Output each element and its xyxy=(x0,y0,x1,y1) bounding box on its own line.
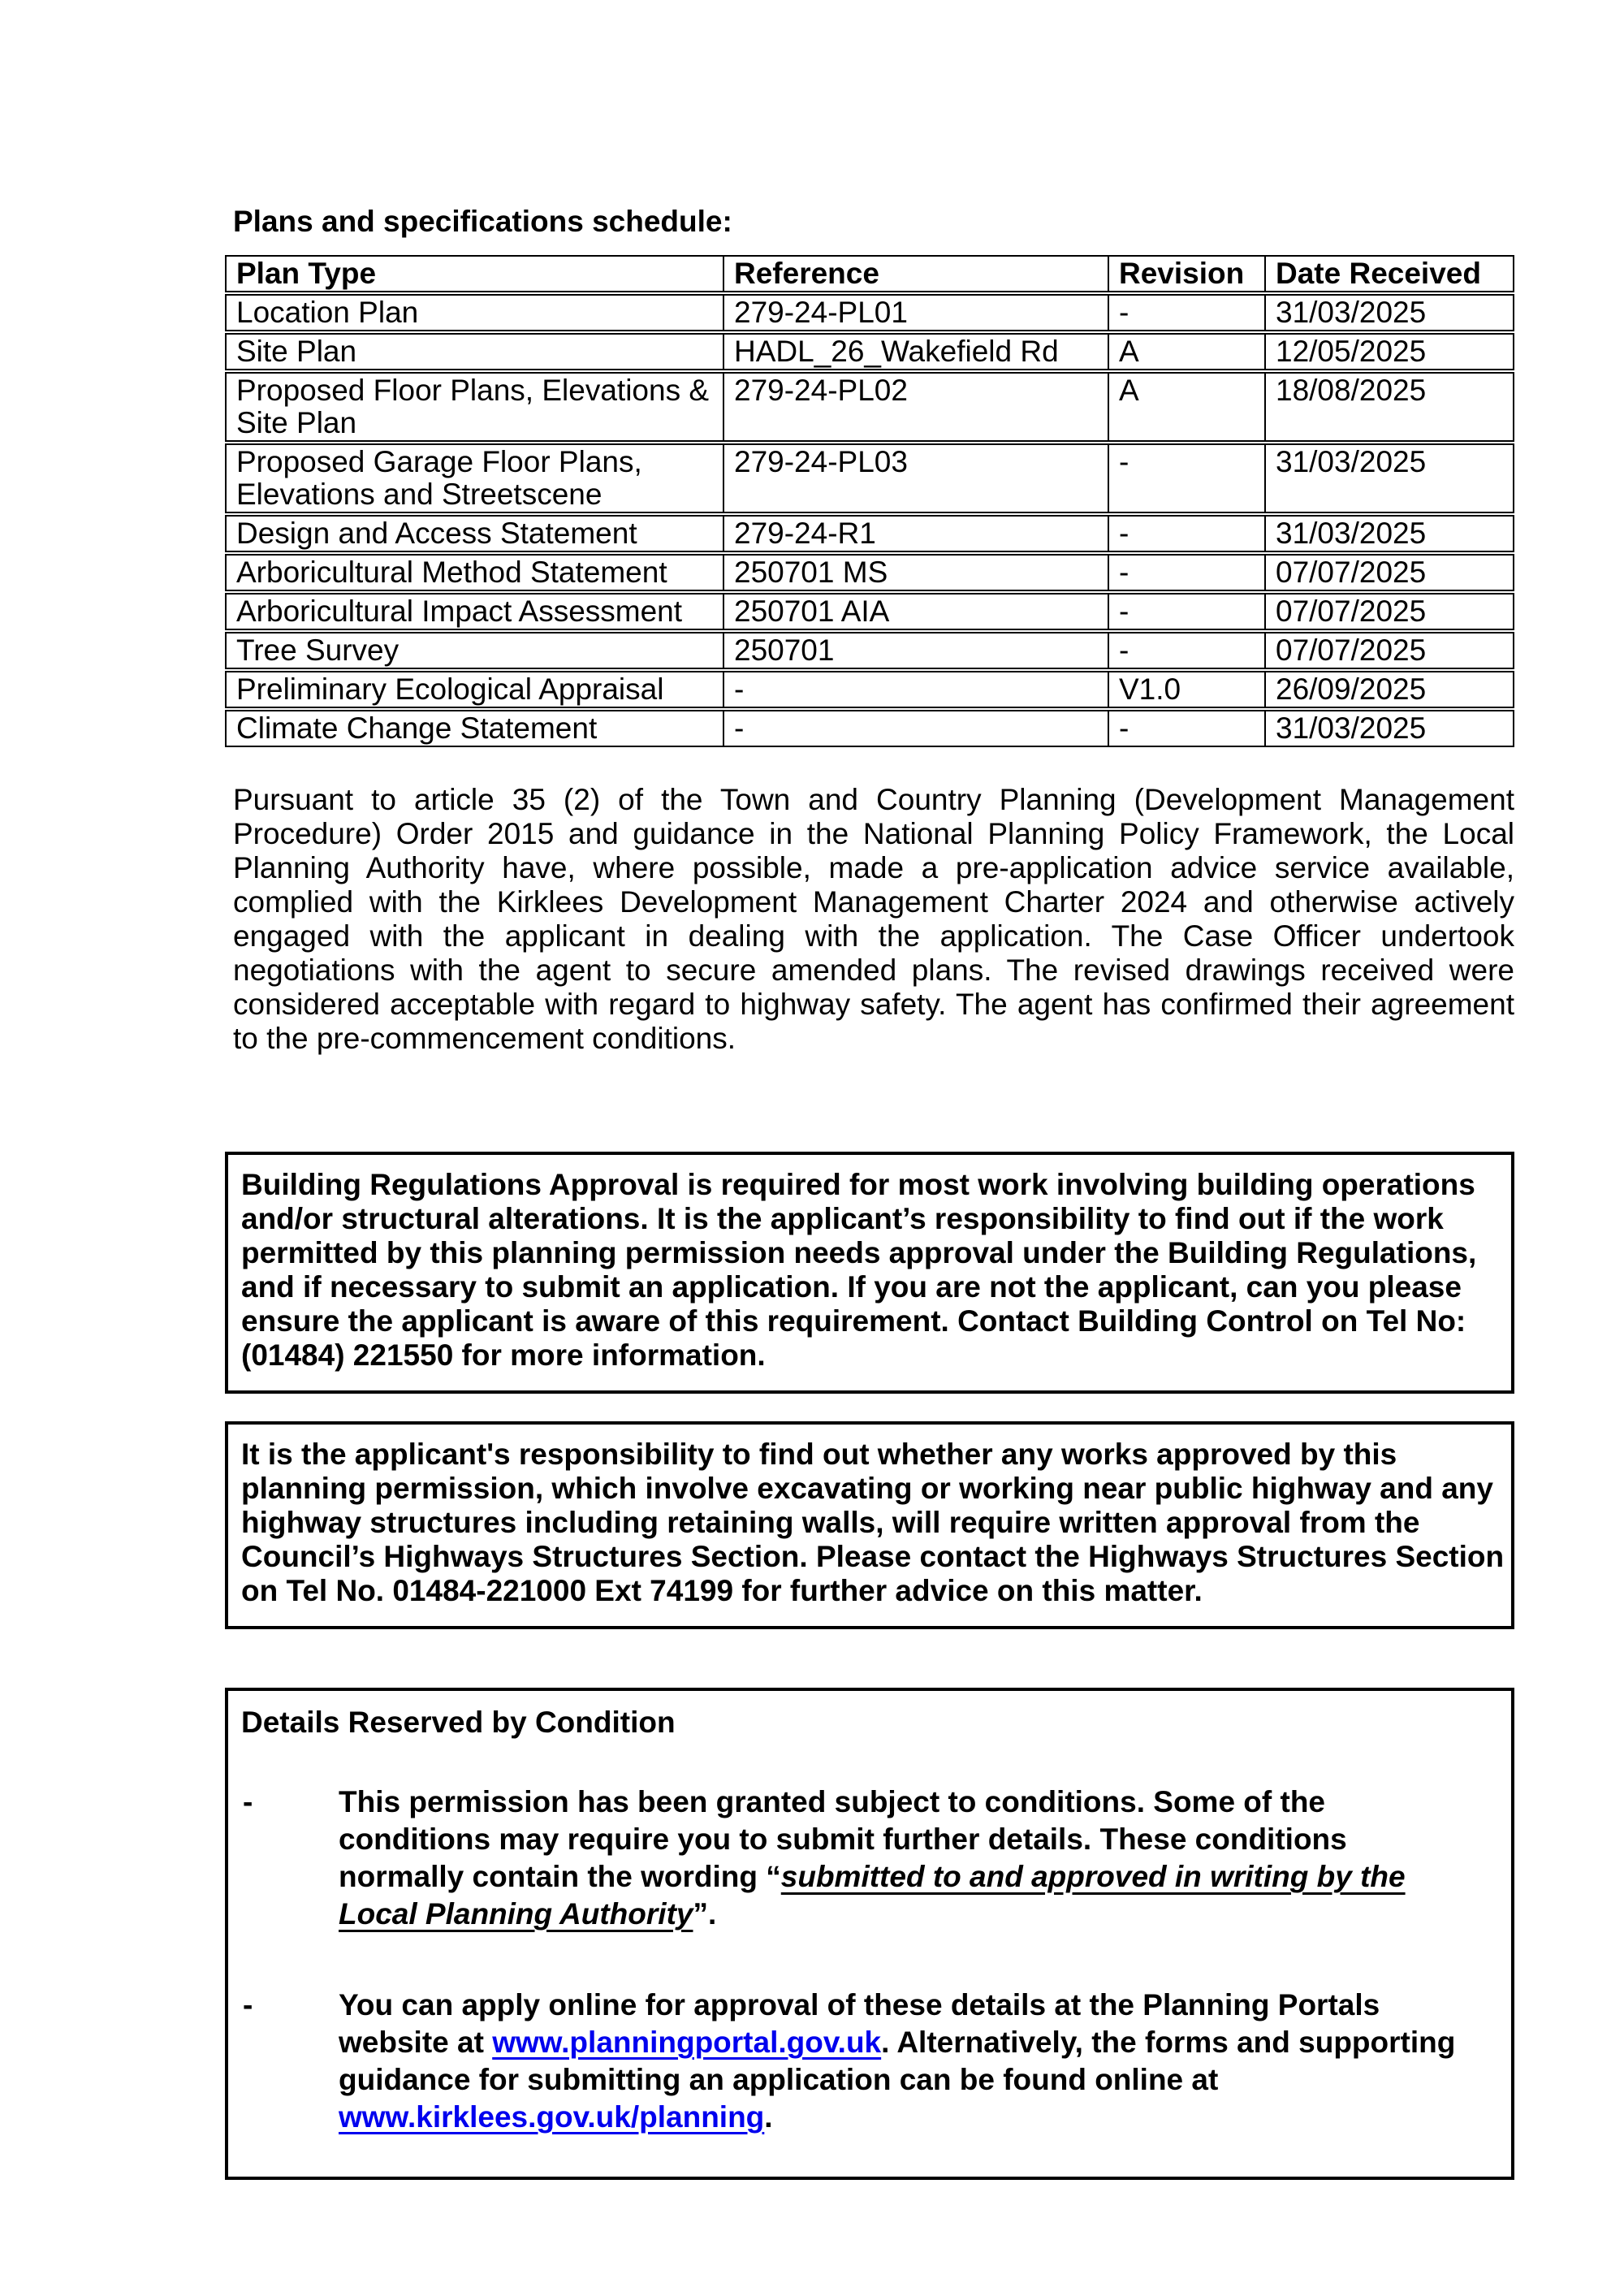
table-row xyxy=(225,515,1514,552)
table-row xyxy=(225,443,1514,513)
table-cell: Arboricultural Impact Assessment xyxy=(225,593,724,630)
table-row xyxy=(225,593,1514,630)
column-header-reference: Reference xyxy=(724,255,1109,292)
table-header-row xyxy=(225,255,1514,292)
table-cell: - xyxy=(1109,710,1266,747)
building-regulations-notice: Building Regulations Approval is required for most work involving building operations and/or structural alterations. It is the applicant’s responsibility to find out if the work permitted by this planning permission needs approval under the Building Regulations, and if necessary to submit an application. If you are not the applicant, can you please ensure the applicant is aware of this requirement. Contact Building Control on Tel No: (01484) 221550 for more information. xyxy=(225,1152,1514,1394)
document-page xyxy=(225,205,1514,2180)
table-cell: 07/07/2025 xyxy=(1266,554,1514,591)
table-cell: - xyxy=(1109,443,1266,513)
bullet2-text-middle: . Alternatively, the forms and supporting guidance for submitting an application can be found online at xyxy=(339,2026,1456,2096)
table-cell: Tree Survey xyxy=(225,632,724,669)
table-cell: 12/05/2025 xyxy=(1266,333,1514,370)
table-row xyxy=(225,294,1514,331)
schedule-table-body xyxy=(225,294,1514,747)
table-cell: 279-24-PL02 xyxy=(724,372,1109,442)
table-cell: 31/03/2025 xyxy=(1266,294,1514,331)
schedule-title: Plans and specifications schedule: xyxy=(233,205,732,238)
table-row xyxy=(225,710,1514,747)
table-row xyxy=(225,632,1514,669)
column-header-date-received: Date Received xyxy=(1266,255,1514,292)
table-cell: 07/07/2025 xyxy=(1266,632,1514,669)
condition-details-item-1 xyxy=(241,1784,1511,1933)
kirklees-planning-link[interactable]: www.kirklees.gov.uk/planning xyxy=(339,2100,765,2134)
table-cell: A xyxy=(1109,372,1266,442)
table-cell: Site Plan xyxy=(225,333,724,370)
table-cell: Location Plan xyxy=(225,294,724,331)
table-cell: HADL_26_Wakefield Rd xyxy=(724,333,1109,370)
table-row xyxy=(225,372,1514,442)
column-header-plan-type: Plan Type xyxy=(225,255,724,292)
table-cell: 18/08/2025 xyxy=(1266,372,1514,442)
table-row xyxy=(225,333,1514,370)
bullet-text-1 xyxy=(339,1784,1459,1933)
table-cell: 250701 AIA xyxy=(724,593,1109,630)
table-cell: - xyxy=(1109,515,1266,552)
table-cell: 279-24-PL01 xyxy=(724,294,1109,331)
table-cell: Arboricultural Method Statement xyxy=(225,554,724,591)
table-cell: - xyxy=(1109,593,1266,630)
table-cell: 07/07/2025 xyxy=(1266,593,1514,630)
table-cell: 31/03/2025 xyxy=(1266,710,1514,747)
table-row xyxy=(225,671,1514,708)
bullet2-text-before: You can apply online for approval of these details at the Planning Portals website at xyxy=(339,1988,1380,2059)
planning-portal-link[interactable]: www.planningportal.gov.uk xyxy=(492,2026,882,2059)
table-cell: Design and Access Statement xyxy=(225,515,724,552)
table-cell: Preliminary Ecological Appraisal xyxy=(225,671,724,708)
table-cell: Proposed Floor Plans, Elevations & Site Plan xyxy=(225,372,724,442)
quoted-condition-wording: submitted to and approved in writing by the Local Planning Authority xyxy=(339,1860,1406,1931)
details-reserved-title: Details Reserved by Condition xyxy=(241,1706,676,1739)
table-row xyxy=(225,554,1514,591)
table-cell: 31/03/2025 xyxy=(1266,515,1514,552)
bullet-text-2 xyxy=(339,1987,1459,2136)
table-cell: A xyxy=(1109,333,1266,370)
table-cell: 26/09/2025 xyxy=(1266,671,1514,708)
bullet-dash: - xyxy=(243,1785,253,1818)
table-cell: 31/03/2025 xyxy=(1266,443,1514,513)
table-cell: 250701 xyxy=(724,632,1109,669)
table-cell: V1.0 xyxy=(1109,671,1266,708)
table-cell: - xyxy=(724,671,1109,708)
table-cell: Proposed Garage Floor Plans, Elevations and Streetscene xyxy=(225,443,724,513)
bullet-dash: - xyxy=(243,1988,253,2021)
table-cell: - xyxy=(1109,554,1266,591)
highways-structures-notice: It is the applicant's responsibility to find out whether any works approved by this planning permission, which involve excavating or working near public highway and any highway structures including retaining walls, will require written approval from the Council’s Highways Structures Section. Please contact the Highways Structures Section on Tel No. 01484-221000 Ext 74199 for further advice on this matter. xyxy=(225,1421,1514,1629)
bullet2-text-after: . xyxy=(764,2100,773,2134)
table-cell: - xyxy=(724,710,1109,747)
bullet1-text-after: ”. xyxy=(693,1897,717,1931)
table-cell: 279-24-PL03 xyxy=(724,443,1109,513)
table-cell: - xyxy=(1109,632,1266,669)
plans-schedule-table xyxy=(225,253,1514,749)
pursuant-paragraph: Pursuant to article 35 (2) of the Town and Country Planning (Development Management Procedure) Order 2015 and guidance in the National Planning Policy Framework, the Local Planning Authority have, where possible, made a pre-application advice service available, complied with the Kirklees Development Management Charter 2024 and otherwise actively engaged with the applicant in dealing with the application. The Case Officer undertook negotiations with the agent to secure amended plans. The revised drawings received were considered acceptable with regard to highway safety. The agent has confirmed their agreement to the pre-commencement conditions. xyxy=(233,783,1514,1055)
column-header-revision: Revision xyxy=(1109,255,1266,292)
bullet1-text-before: This permission has been granted subject to conditions. Some of the conditions may require you to submit further details. These conditions normally contain the wording “ xyxy=(339,1785,1347,1893)
table-cell: Climate Change Statement xyxy=(225,710,724,747)
condition-details-item-2 xyxy=(241,1987,1511,2136)
table-cell: 250701 MS xyxy=(724,554,1109,591)
table-cell: - xyxy=(1109,294,1266,331)
details-reserved-box xyxy=(225,1688,1514,2180)
table-cell: 279-24-R1 xyxy=(724,515,1109,552)
